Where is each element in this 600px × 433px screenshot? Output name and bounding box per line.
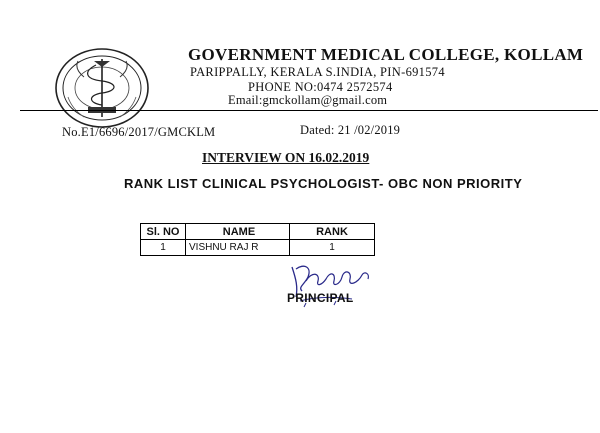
college-phone: PHONE NO:0474 2572574 bbox=[248, 80, 393, 94]
principal-designation: PRINCIPAL bbox=[287, 291, 354, 305]
document-date: Dated: 21 /02/2019 bbox=[300, 123, 401, 137]
header-divider bbox=[20, 110, 598, 111]
column-header-name: NAME bbox=[186, 224, 290, 240]
college-address: PARIPPALLY, KERALA S.INDIA, PIN-691574 bbox=[190, 65, 445, 79]
rank-table bbox=[140, 223, 375, 256]
column-header-sl-no: Sl. NO bbox=[141, 224, 186, 240]
interview-heading: INTERVIEW ON 16.02.2019 bbox=[202, 150, 370, 165]
cell-name: VISHNU RAJ R bbox=[186, 240, 290, 256]
table-header-row bbox=[141, 224, 375, 240]
college-emblem-icon bbox=[54, 47, 150, 129]
rank-list-title: RANK LIST CLINICAL PSYCHOLOGIST- OBC NON PRIORITY bbox=[124, 176, 523, 191]
college-name: GOVERNMENT MEDICAL COLLEGE, KOLLAM bbox=[188, 45, 584, 64]
cell-rank: 1 bbox=[290, 240, 375, 256]
cell-sl-no: 1 bbox=[141, 240, 186, 256]
column-header-rank: RANK bbox=[290, 224, 375, 240]
table-row bbox=[141, 240, 375, 256]
reference-number: No.E1/6696/2017/GMCKLM bbox=[62, 125, 216, 139]
college-email: Email:gmckollam@gmail.com bbox=[228, 93, 388, 107]
